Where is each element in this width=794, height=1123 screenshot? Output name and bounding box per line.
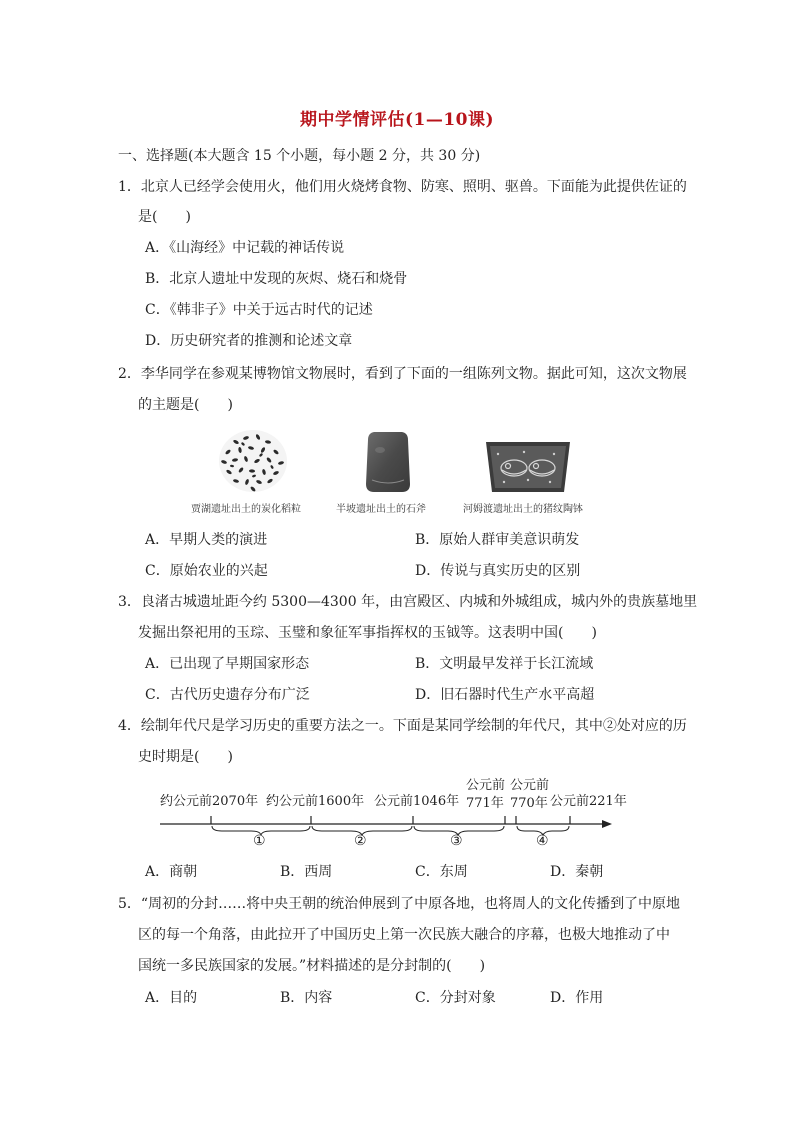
timeline-label-771bc-year: 771年 bbox=[466, 796, 504, 811]
caption-stone-axe: 半坡遗址出土的石斧 bbox=[336, 504, 426, 515]
question-5-stem-cont2: 国统一多民族国家的发展。”材料描述的是分封制的( ) bbox=[138, 958, 486, 974]
question-2-option-a: A．早期人类的演进 bbox=[145, 532, 268, 548]
question-3-option-a: A．已出现了早期国家形态 bbox=[145, 656, 310, 672]
question-2-option-d: D．传说与真实历史的区别 bbox=[415, 563, 581, 579]
question-4-option-c: C．东周 bbox=[415, 864, 468, 880]
question-5-option-b: B．内容 bbox=[280, 990, 333, 1006]
caption-pottery: 河姆渡遗址出土的猪纹陶钵 bbox=[463, 504, 583, 515]
timeline-label-1046bc: 公元前1046年 bbox=[374, 794, 460, 809]
question-2-option-c: C．原始农业的兴起 bbox=[145, 563, 268, 579]
question-5-stem: 5．“周初的分封……将中央王朝的统治伸展到了中原各地，也将周人的文化传播到了中原地 bbox=[118, 896, 681, 912]
question-5-option-c: C．分封对象 bbox=[415, 990, 496, 1006]
timeline-label-770bc-year: 770年 bbox=[510, 796, 548, 811]
timeline-label-2070bc: 约公元前2070年 bbox=[160, 794, 259, 809]
question-1-option-a: A．《山海经》中记载的神话传说 bbox=[145, 240, 345, 256]
section-heading: 一、选择题(本大题含 15 个小题，每小题 2 分，共 30 分) bbox=[118, 148, 481, 164]
timeline-axis bbox=[150, 810, 620, 854]
question-4-stem: 4．绘制年代尺是学习历史的重要方法之一。下面是某同学绘制的年代尺，其中②处对应的历 bbox=[118, 718, 687, 734]
question-3-stem-cont: 发掘出祭祀用的玉琮、玉璧和象征军事指挥权的玉钺等。这表明中国( ) bbox=[138, 625, 597, 641]
timeline-label-770bc-prefix: 公元前 bbox=[510, 778, 550, 793]
page-title: 期中学情评估(1—10课) bbox=[299, 110, 495, 130]
question-3-option-d: D．旧石器时代生产水平高超 bbox=[415, 687, 595, 703]
question-2-option-b: B．原始人群审美意识萌发 bbox=[415, 532, 580, 548]
question-2-stem: 2．李华同学在参观某博物馆文物展时，看到了下面的一组陈列文物。据此可知，这次文物展 bbox=[118, 366, 687, 382]
question-4-option-a: A．商朝 bbox=[145, 864, 198, 880]
question-1-option-b: B．北京人遗址中发现的灰烬、烧石和烧骨 bbox=[145, 271, 408, 287]
question-3-stem: 3．良渚古城遗址距今约 5300—4300 年，由宫殿区、内城和外城组成，城内外的贵族墓地里 bbox=[118, 594, 698, 610]
question-4-option-b: B．西周 bbox=[280, 864, 333, 880]
timeline-marker-1: ① bbox=[253, 833, 266, 849]
question-4-option-d: D．秦朝 bbox=[550, 864, 604, 880]
timeline-marker-3: ③ bbox=[450, 833, 463, 849]
question-1-option-d: D．历史研究者的推测和论述文章 bbox=[145, 333, 353, 349]
question-5-stem-cont1: 区的每一个角落，由此拉开了中国历史上第一次民族大融合的序幕，也极大地推动了中 bbox=[138, 927, 670, 943]
timeline-marker-2: ② bbox=[354, 833, 367, 849]
pig-pattern-pottery-image bbox=[484, 440, 572, 494]
question-1-stem-cont: 是( ) bbox=[138, 209, 191, 225]
stone-axe-image bbox=[364, 430, 412, 494]
question-2-stem-cont: 的主题是( ) bbox=[138, 397, 233, 413]
question-3-option-c: C．古代历史遗存分布广泛 bbox=[145, 687, 310, 703]
timeline-label-771bc-prefix: 公元前 bbox=[466, 778, 506, 793]
question-3-option-b: B．文明最早发祥于长江流域 bbox=[415, 656, 594, 672]
timeline-label-221bc: 公元前221年 bbox=[550, 794, 627, 809]
question-1-option-c: C．《韩非子》中关于远古时代的记述 bbox=[145, 302, 373, 318]
question-1-stem: 1．北京人已经学会使用火，他们用火烧烤食物、防寒、照明、驱兽。下面能为此提供佐证的 bbox=[118, 179, 687, 195]
question-4-stem-cont: 史时期是( ) bbox=[138, 749, 233, 765]
question-5-option-d: D．作用 bbox=[550, 990, 604, 1006]
timeline-marker-4: ④ bbox=[536, 833, 549, 849]
caption-carbonized-rice: 贾湖遗址出土的炭化稻粒 bbox=[191, 504, 301, 515]
question-5-option-a: A．目的 bbox=[145, 990, 198, 1006]
carbonized-rice-image bbox=[216, 428, 290, 494]
timeline-label-1600bc: 约公元前1600年 bbox=[266, 794, 365, 809]
